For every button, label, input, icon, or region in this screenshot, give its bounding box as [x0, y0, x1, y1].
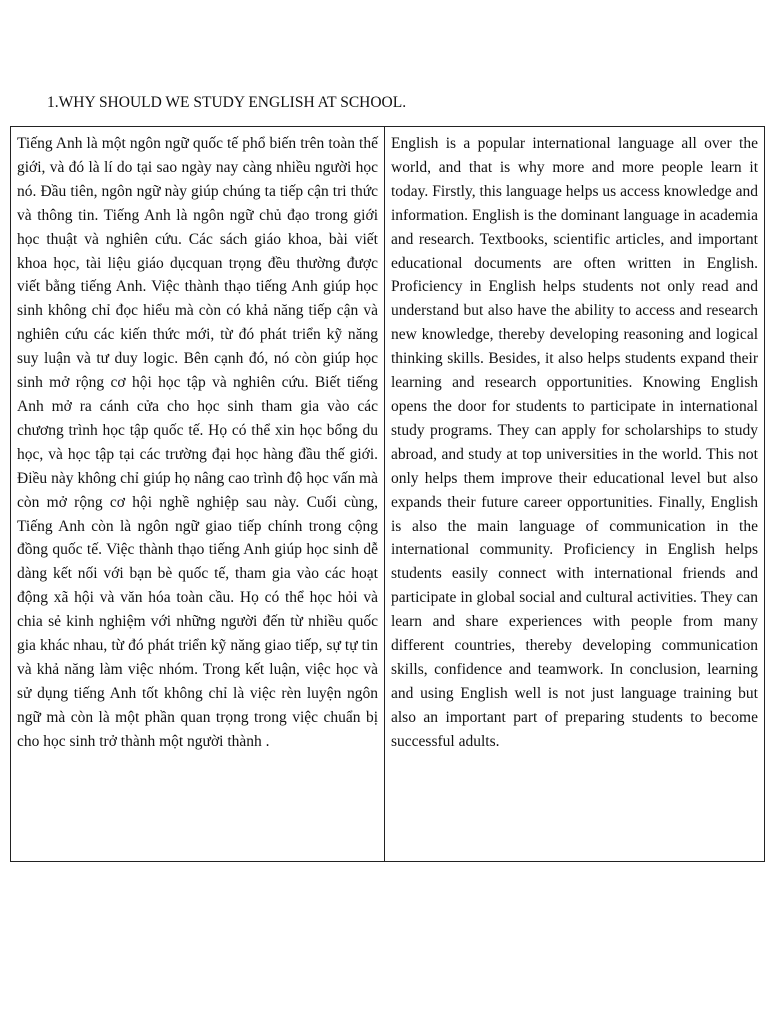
vietnamese-paragraph: Tiếng Anh là một ngôn ngữ quốc tế phổ biến trên toàn thế giới, và đó là lí do tại sao ngày nay càng nhiều người học nó. Đầu tiên, ngôn ngữ này giúp chúng ta tiếp cận tri thức và thông tin. Tiếng Anh là ngôn ngữ chủ đạo trong giới học thuật và nghiên cứu. Các sách giáo khoa, bài viết khoa học, tài liệu giáo dụcquan trọng đều thường được viết bằng tiếng Anh. Việc thành thạo tiếng Anh giúp học sinh không chỉ đọc hiểu mà còn có khả năng tiếp cận và nghiên cứu các kiến thức mới, từ đó phát triển kỹ năng suy luận và tư duy logic. Bên cạnh đó, nó còn giúp học sinh mở rộng cơ hội học tập và nghiên cứu. Biết tiếng Anh mở ra cánh cửa cho học sinh tham gia vào các chương trình học tập quốc tế. Họ có thể xin học bổng du học, và học tập tại các trường đại học hàng đầu thế giới. Điều này không chỉ giúp họ nâng cao trình độ học vấn mà còn mở rộng cơ hội nghề nghiệp sau này. Cuối cùng, Tiếng Anh còn là ngôn ngữ giao tiếp chính trong cộng đồng quốc tế. Việc thành thạo tiếng Anh giúp học sinh dễ dàng kết nối với bạn bè quốc tế, tham gia vào các hoạt động xã hội và văn hóa toàn cầu. Họ có thể học hỏi và chia sẻ kinh nghiệm với những người đến từ nhiều quốc gia khác nhau, từ đó phát triển kỹ năng giao tiếp, sự tự tin và khả năng làm việc nhóm. Trong kết luận, việc học và sử dụng tiếng Anh tốt không chỉ là việc rèn luyện ngôn ngữ mà còn là một phần quan trọng trong việc chuẩn bị cho học sinh trở thành một người thành . — [11, 127, 385, 862]
table-row — [11, 127, 765, 862]
english-paragraph: English is a popular international language all over the world, and that is why more and more people learn it today. Firstly, this language helps us access knowledge and information. English is the dominant language in academia and research. Textbooks, scientific articles, and important educational documents are often written in English. Proficiency in English helps students not only read and understand but also have the ability to access and research new knowledge, thereby developing reasoning and logical thinking skills. Besides, it also helps students expand their learning and research opportunities. Knowing English opens the door for students to participate in international study programs. They can apply for scholarships to study abroad, and study at top universities in the world. This not only helps them improve their educational level but also expands their future career opportunities. Finally, English is also the main language of communication in the international community. Proficiency in English helps students easily connect with international friends and participate in global social and cultural activities. They can learn and share experiences with people from many different countries, thereby developing communication skills, confidence and teamwork. In conclusion, learning and using English well is not just language training but also an important part of preparing students to become successful adults. — [385, 127, 765, 862]
bilingual-table — [10, 126, 765, 862]
document-heading: 1.WHY SHOULD WE STUDY ENGLISH AT SCHOOL. — [47, 94, 407, 111]
